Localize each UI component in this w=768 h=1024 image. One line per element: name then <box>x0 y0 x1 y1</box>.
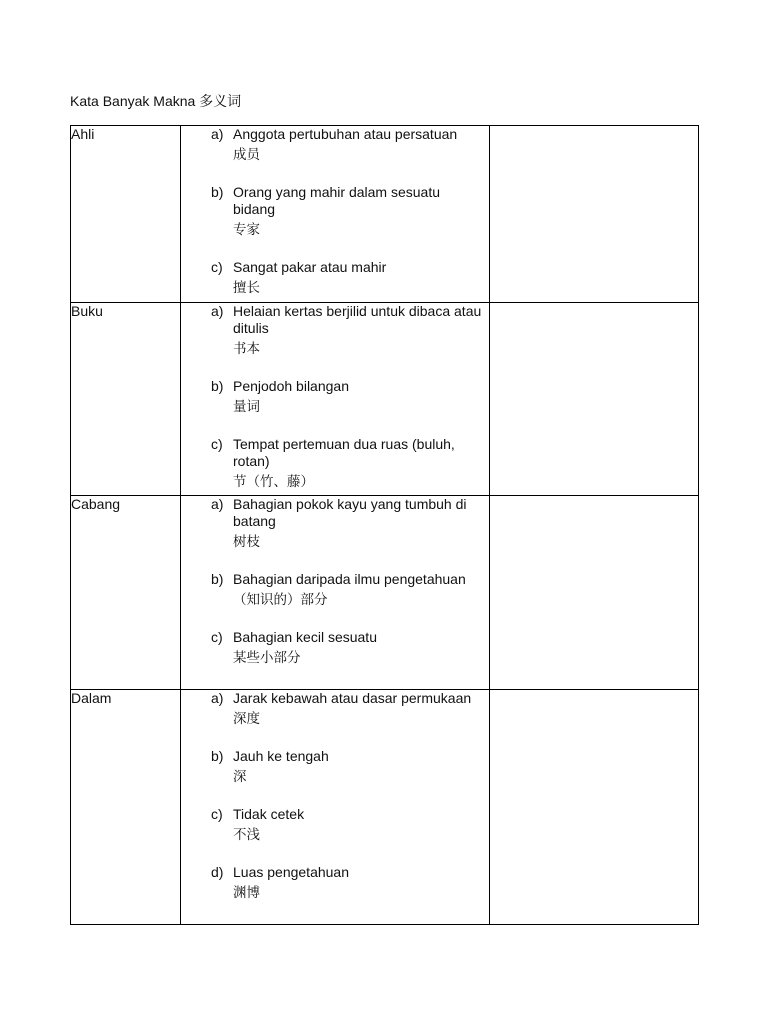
table-row <box>71 496 699 690</box>
word-cell: Dalam <box>71 690 181 925</box>
definitions-cell <box>181 690 490 925</box>
definition-item <box>181 690 489 727</box>
vocabulary-table <box>70 125 699 925</box>
table-row <box>71 690 699 925</box>
definition-chinese: 深 <box>233 769 247 784</box>
definition-malay: Penjodoh bilangan <box>233 378 349 394</box>
definition-chinese: 某些小部分 <box>233 650 301 665</box>
definition-item <box>181 436 489 490</box>
definition-item <box>181 629 489 666</box>
definition-letter: b) <box>211 748 224 764</box>
definition-item <box>181 806 489 843</box>
definition-malay: Luas pengetahuan <box>233 864 349 880</box>
word-cell: Buku <box>71 303 181 496</box>
word-cell: Cabang <box>71 496 181 690</box>
word-cell: Ahli <box>71 126 181 303</box>
definition-letter: c) <box>211 436 223 452</box>
definition-chinese: 不浅 <box>233 827 260 842</box>
definition-malay: Jauh ke tengah <box>233 748 329 764</box>
definition-malay: Jarak kebawah atau dasar permukaan <box>233 690 472 706</box>
definition-item <box>181 303 489 357</box>
definition-malay: Tidak cetek <box>233 806 305 822</box>
definition-malay: Helaian kertas berjilid untuk dibaca atau ditulis <box>233 303 482 336</box>
definition-chinese: 书本 <box>233 341 260 356</box>
definition-letter: b) <box>211 378 224 394</box>
definition-letter: b) <box>211 184 224 200</box>
table-row <box>71 303 699 496</box>
definition-item <box>181 748 489 785</box>
table-row <box>71 126 699 303</box>
definition-letter: a) <box>211 126 224 142</box>
definition-chinese: （知识的）部分 <box>233 592 328 607</box>
definition-item <box>181 126 489 163</box>
definitions-cell <box>181 496 490 690</box>
definition-item <box>181 864 489 901</box>
definition-item <box>181 496 489 550</box>
definition-item <box>181 184 489 238</box>
definition-letter: c) <box>211 806 223 822</box>
definition-malay: Tempat pertemuan dua ruas (buluh, rotan) <box>233 436 455 469</box>
definition-chinese: 量词 <box>233 399 260 414</box>
definition-letter: a) <box>211 496 224 512</box>
page-title: Kata Banyak Makna 多义词 <box>70 93 242 109</box>
definition-chinese: 擅长 <box>233 280 260 295</box>
definition-chinese: 节（竹、藤） <box>233 474 314 489</box>
definition-letter: a) <box>211 303 224 319</box>
definition-chinese: 渊博 <box>233 885 260 900</box>
definitions-cell <box>181 126 490 303</box>
definition-malay: Orang yang mahir dalam sesuatu bidang <box>233 184 440 217</box>
definition-letter: b) <box>211 571 224 587</box>
blank-cell <box>490 126 699 303</box>
definition-chinese: 成员 <box>233 147 260 162</box>
definition-chinese: 树枝 <box>233 534 260 549</box>
definition-chinese: 深度 <box>233 711 260 726</box>
blank-cell <box>490 496 699 690</box>
definition-chinese: 专家 <box>233 222 260 237</box>
blank-cell <box>490 690 699 925</box>
definition-malay: Sangat pakar atau mahir <box>233 259 387 275</box>
definition-malay: Bahagian kecil sesuatu <box>233 629 377 645</box>
definition-item <box>181 571 489 608</box>
definition-letter: c) <box>211 629 223 645</box>
definition-malay: Anggota pertubuhan atau persatuan <box>233 126 458 142</box>
definition-letter: a) <box>211 690 224 706</box>
definition-letter: c) <box>211 259 223 275</box>
definition-item <box>181 259 489 296</box>
definition-item <box>181 378 489 415</box>
definition-malay: Bahagian daripada ilmu pengetahuan <box>233 571 466 587</box>
definition-malay: Bahagian pokok kayu yang tumbuh di batang <box>233 496 467 529</box>
definition-letter: d) <box>211 864 224 880</box>
definitions-cell <box>181 303 490 496</box>
blank-cell <box>490 303 699 496</box>
